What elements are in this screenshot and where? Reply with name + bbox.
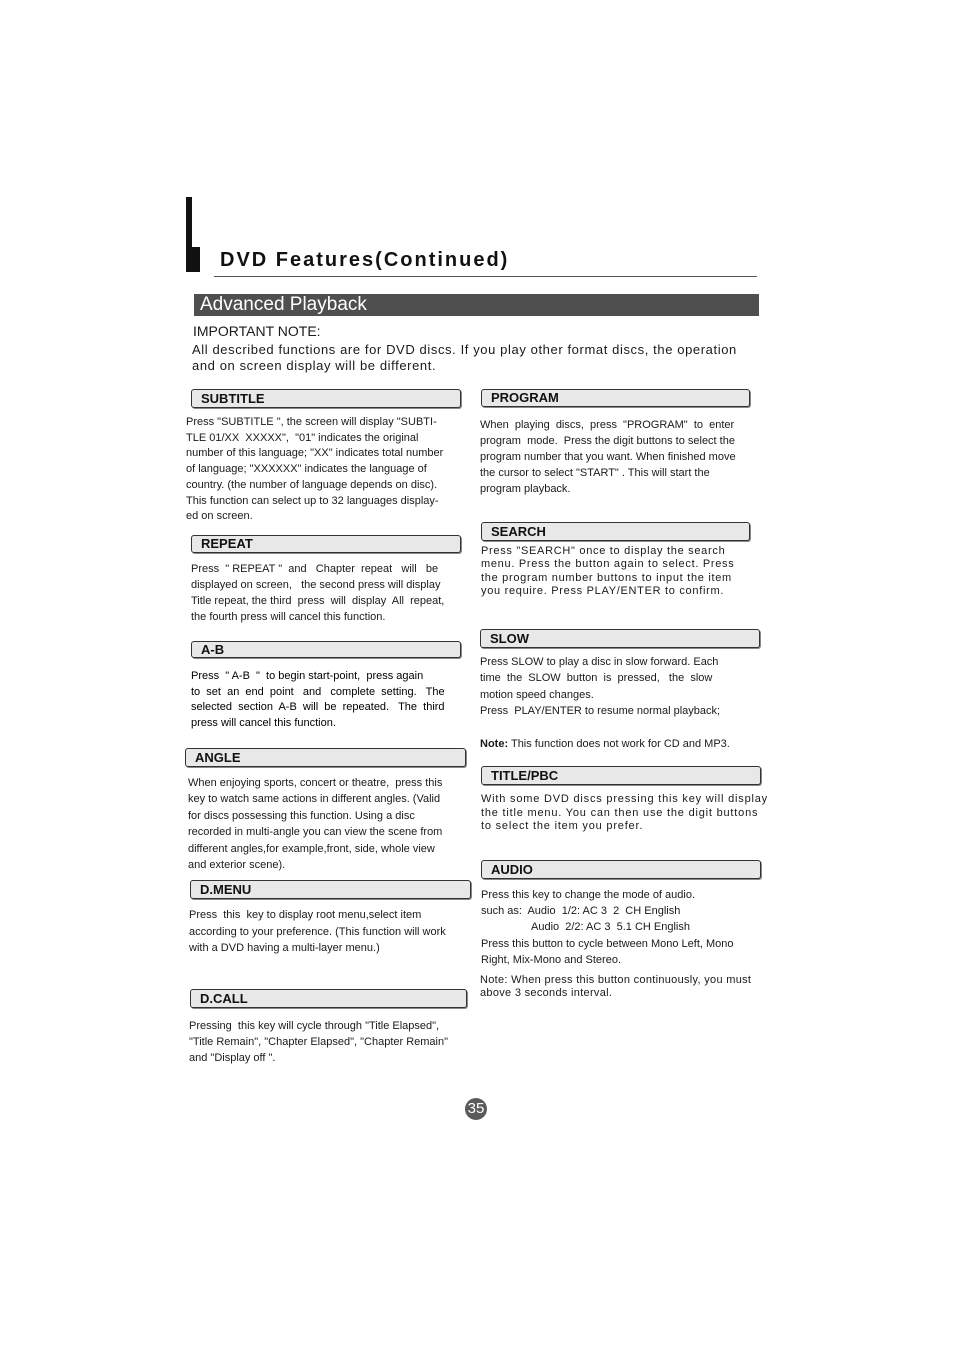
program-heading: PROGRAM: [481, 389, 750, 407]
dcall-description: [189, 1018, 448, 1066]
audio-note-line: Note: When press this button continuously, you must: [480, 974, 752, 986]
program-description-line: the cursor to select "START" . This will start the: [480, 467, 710, 479]
audio-description-line: such as: Audio 1/2: AC 3 2 CH English: [481, 905, 681, 918]
program-description-line: program playback.: [480, 483, 571, 495]
ab-heading: A-B: [191, 641, 461, 658]
search-description-line: Press "SEARCH" once to display the search: [481, 545, 726, 557]
search-description-line: the program number buttons to input the item: [481, 571, 732, 584]
slow-note-label: Note:: [480, 738, 509, 750]
title-pbc-heading: TITLE/PBC: [481, 766, 761, 785]
search-description-line: menu. Press the button again to select. Press: [481, 558, 735, 571]
angle-description-line: and exterior scene).: [188, 859, 286, 872]
search-description: [481, 545, 734, 599]
repeat-description-line: Press " REPEAT " and Chapter repeat will be: [191, 563, 439, 575]
repeat-heading: REPEAT: [191, 535, 461, 553]
subtitle-description-line: number of this language; "XX" indicates total number: [186, 447, 444, 460]
important-note-heading: IMPORTANT NOTE:: [193, 323, 321, 339]
program-description-line: program number that you want. When finished move: [480, 451, 736, 463]
angle-heading: ANGLE: [185, 748, 466, 767]
angle-description-line: When enjoying sports, concert or theatre, press this: [188, 777, 443, 789]
program-description-line: When playing discs, press "PROGRAM" to enter: [480, 419, 735, 431]
dmenu-heading: D.MENU: [190, 880, 471, 899]
audio-description-line: Audio 2/2: AC 3 5.1 CH English: [531, 921, 690, 934]
audio-note-line: above 3 seconds interval.: [480, 987, 613, 999]
important-note-line: and on screen display will be different.: [192, 358, 437, 373]
slow-description-line: Press SLOW to play a disc in slow forward. Each: [480, 656, 719, 668]
audio-note: [480, 974, 751, 1000]
audio-description: [481, 887, 734, 968]
header-accent-block: [186, 247, 200, 272]
program-description: [480, 417, 736, 497]
dcall-heading: D.CALL: [190, 989, 467, 1008]
slow-heading: SLOW: [480, 629, 760, 648]
page-title: DVD Features(Continued): [220, 249, 510, 271]
slow-note: [480, 736, 730, 752]
page-number-badge: 35: [465, 1098, 487, 1120]
audio-heading: AUDIO: [481, 860, 761, 879]
subtitle-description-line: country. (the number of language depends on disc).: [186, 478, 438, 491]
angle-description-line: recorded in multi-angle you can view the scene from: [188, 826, 443, 839]
dcall-description-line: Pressing this key will cycle through "Title Elapsed",: [189, 1020, 440, 1032]
subtitle-description: [186, 415, 443, 525]
repeat-description-line: displayed on screen, the second press will display: [191, 579, 441, 591]
audio-description-line: Press this button to cycle between Mono Left, Mono: [481, 937, 734, 950]
dmenu-description-line: according to your preference. (This function will work: [189, 925, 446, 938]
slow-description-line: Press PLAY/ENTER to resume normal playback;: [480, 704, 721, 717]
angle-description-line: different angles,for example,front, side, whole view: [188, 842, 435, 855]
search-heading: SEARCH: [481, 522, 750, 541]
program-description-line: program mode. Press the digit buttons to select the: [480, 435, 735, 447]
angle-description: [188, 775, 442, 873]
repeat-description: [191, 561, 444, 625]
repeat-description-line: Title repeat, the third press will display All repeat,: [191, 595, 445, 607]
angle-description-line: key to watch same actions in different angles. (Valid: [188, 793, 441, 806]
subtitle-description-line: ed on screen.: [186, 510, 253, 523]
dmenu-description: [189, 907, 446, 957]
title-pbc-description-line: With some DVD discs pressing this key will display: [481, 793, 768, 805]
angle-description-line: for discs possessing this function. Using a disc: [188, 809, 415, 822]
slow-description: [480, 654, 720, 719]
subtitle-description-line: This function can select up to 32 languages display-: [186, 494, 439, 507]
dcall-description-line: and "Display off ".: [189, 1052, 276, 1064]
repeat-description-line: the fourth press will cancel this function.: [191, 611, 386, 623]
audio-description-line: Right, Mix-Mono and Stereo.: [481, 953, 622, 966]
ab-description-line: Press " A-B " to begin start-point, press again: [191, 670, 424, 682]
slow-note-text: This function does not work for CD and MP3.: [510, 738, 730, 750]
important-note-line: All described functions are for DVD discs. If you play other format discs, the operation: [192, 342, 737, 357]
subtitle-description-line: TLE 01/XX XXXXX", "01" indicates the original: [186, 431, 419, 444]
title-pbc-description-line: the title menu. You can then use the digit buttons: [481, 806, 759, 819]
header-divider: [214, 276, 757, 277]
title-pbc-description-line: to select the item you prefer.: [481, 820, 644, 832]
important-note-text: [192, 342, 737, 374]
title-pbc-description: [481, 793, 768, 834]
ab-description-line: to set an end point and complete setting. The: [191, 685, 445, 698]
ab-description: [191, 669, 445, 732]
ab-description-line: selected section A-B will be repeated. The third: [191, 701, 445, 714]
slow-description-line: time the SLOW button is pressed, the slow: [480, 672, 713, 685]
dcall-description-line: "Title Remain", "Chapter Elapsed", "Chapter Remain": [189, 1036, 449, 1048]
subtitle-heading: SUBTITLE: [191, 389, 461, 408]
dmenu-description-line: with a DVD having a multi-layer menu.): [189, 942, 380, 954]
section-banner: Advanced Playback: [194, 294, 759, 316]
audio-description-line: Press this key to change the mode of audio.: [481, 889, 696, 901]
dmenu-description-line: Press this key to display root menu,select item: [189, 909, 422, 921]
search-description-line: you require. Press PLAY/ENTER to confirm.: [481, 585, 725, 598]
subtitle-description-line: Press "SUBTITLE ", the screen will display "SUBTI-: [186, 416, 437, 428]
slow-description-line: motion speed changes.: [480, 688, 594, 701]
subtitle-description-line: of language; "XXXXXX" indicates the language of: [186, 463, 427, 476]
ab-description-line: press will cancel this function.: [191, 717, 336, 730]
